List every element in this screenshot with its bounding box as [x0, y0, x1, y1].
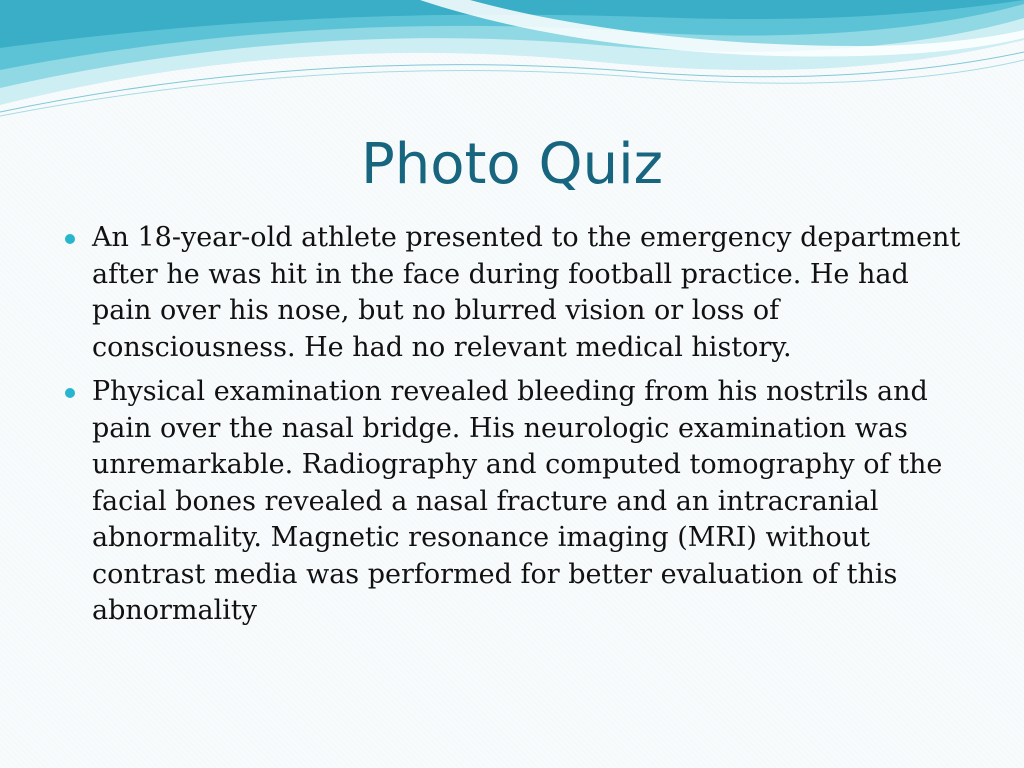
- bullet-dot-icon: [65, 388, 75, 398]
- slide-title: Photo Quiz: [360, 132, 664, 197]
- bullet-text: An 18-year-old athlete presented to the emergency department after he was hit in the face during football practice. He had pain over his nose, but no blurred vision or loss of consciousness. He had no relevant medical history.: [92, 222, 961, 363]
- bullet-dot-icon: [65, 234, 75, 244]
- bullet-item: [60, 220, 970, 366]
- bullet-item: [60, 374, 970, 630]
- header-wave-decoration: [0, 0, 1024, 120]
- bullet-list: [60, 220, 970, 638]
- bullet-text: Physical examination revealed bleeding from his nostrils and pain over the nasal bridge. His neurologic examination was unremarkable. Radiography and computed tomography of the facial bones revealed a nasal fracture and an intracranial abnormality. Magnetic resonance imaging (MRI) without contrast media was performed for better evaluation of this abnormality: [92, 376, 943, 626]
